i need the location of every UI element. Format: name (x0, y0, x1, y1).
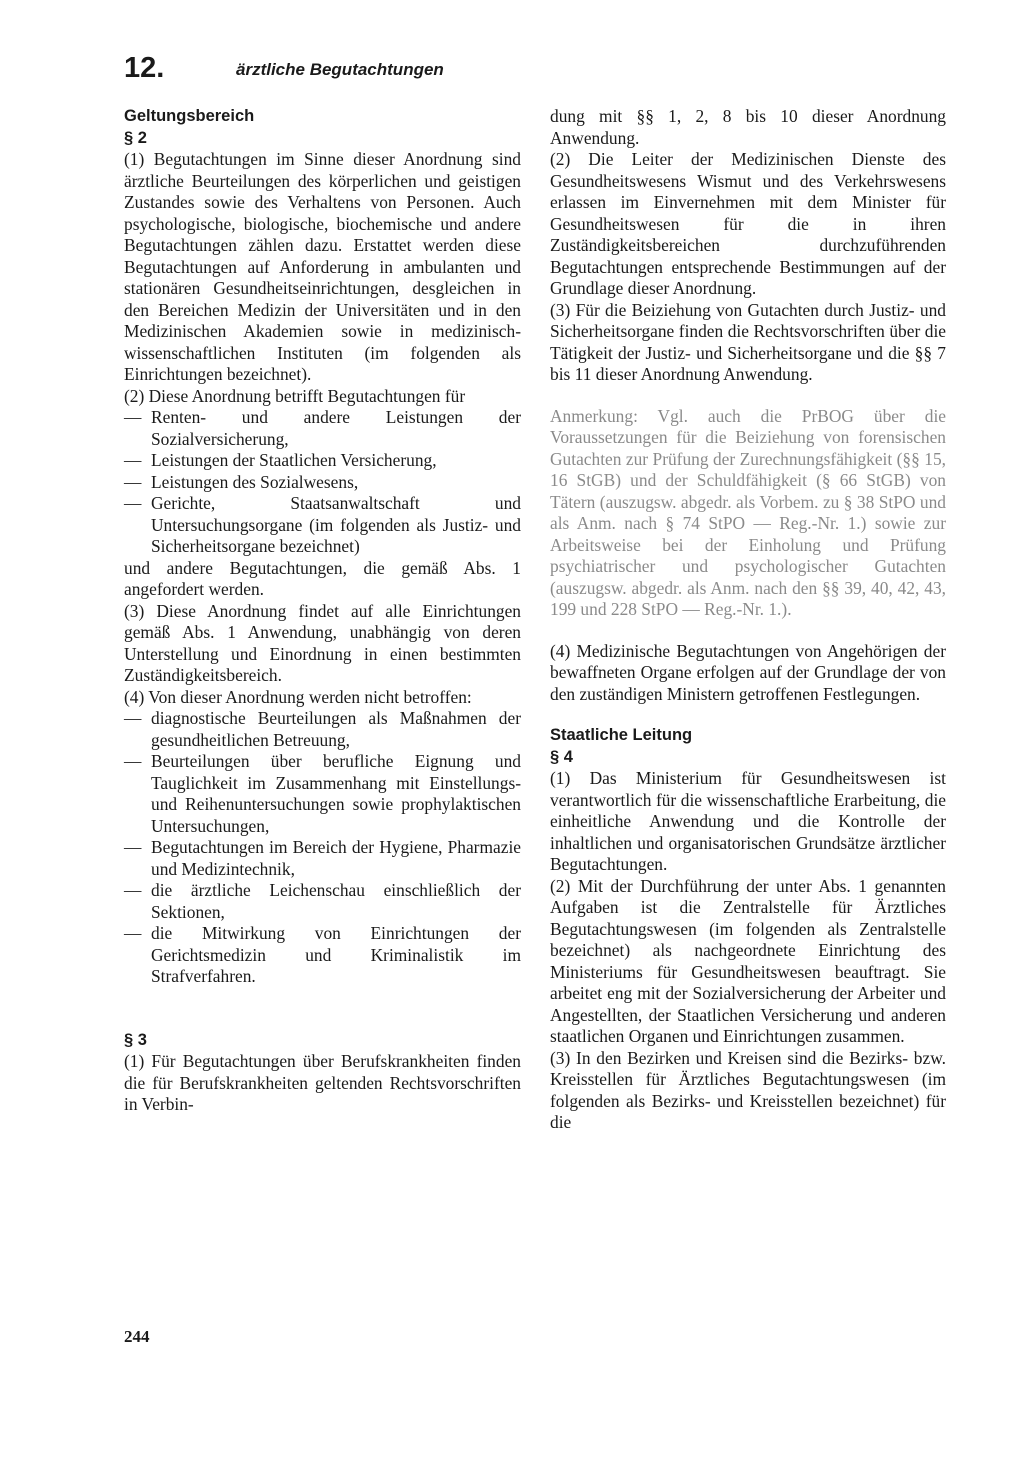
section-4-para-2: (2) Mit der Durchführung der unter Abs. 1 genannten Aufgaben ist die Zentralstelle für Ärztliches Begutachtungswesen (im folgenden als Zentralstelle bezeichnet) als nachgeordnete Einrichtung des Ministeriums für Gesundheitswesen beauftragt. Sie arbeitet eng mit der Sozialversicherung der Arbeiter und Angestellten, der Staatlichen Versicherung und anderen staatlichen Organen und Einrichtungen zusammen. (550, 875, 946, 1046)
section-4-para-3: (3) In den Bezirken und Kreisen sind die Bezirks- bzw. Kreisstellen für Ärztliches Begutachtungswesen (im folgenden als Bezirks- und Kreisstellen bezeichnet) für die (550, 1047, 946, 1132)
list-item: — Gerichte, Staatsanwaltschaft und Untersuchungsorgane (im folgenden als Justiz- und Sicherheitsorgane bezeichnet) (124, 493, 521, 558)
section-2-para-1: (1) Begutachtungen im Sinne dieser Anordnung sind ärztliche Beurteilungen des körperlichen und geistigen Zustandes sowie des Verhaltens von Personen. Auch psychologische, biologische, biochemische und andere Begutachtungen zählen dazu. Erstattet werden diese Begutachtungen auf Anforderung in ambulanten und stationären Gesundheitseinrichtungen, desgleichen in den Bereichen Medizin der Universitäten und in den Medizinischen Akademien sowie in medizinisch-wissenschaftlichen Instituten (im folgenden als Einrichtungen bezeichnet). (124, 149, 521, 384)
page-number: 244 (124, 1327, 150, 1346)
section-2-para-4-intro: (4) Von dieser Anordnung werden nicht betroffen: (124, 686, 472, 707)
spacer (550, 705, 946, 725)
section-3-para-4: (4) Medizinische Begutachtungen von Angehörigen der bewaffneten Organe erfolgen auf der Grundlage der von den zuständigen Ministern getroffenen Festlegungen. (550, 640, 946, 704)
section-3-para-1-start: (1) Für Begutachtungen über Berufskrankheiten finden die für Berufskrankheiten geltenden Rechtsvorschriften in Verbin- (124, 1051, 521, 1114)
section-2-para-2-list (124, 407, 521, 558)
section-3-para-2: (2) Die Leiter der Medizinischen Dienste des Gesundheitswesens Wismut und des Verkehrswesens erlassen im Einvernehmen mit dem Minister für Gesundheitswesen für die in ihren Zuständigkeitsbereichen durchzuführenden Begutachtungen entsprechende Bestimmungen auf der Grundlage dieser Anordnung. (550, 149, 946, 298)
spacer (550, 386, 946, 406)
section-2-para-2-intro: (2) Diese Anordnung betrifft Begutachtungen für (124, 385, 466, 406)
section-3-label: § 3 (124, 1030, 147, 1049)
list-item: — Beurteilungen über berufliche Eignung und Tauglichkeit im Zusammenhang mit Einstellungs- und Reihenuntersuchungen sowie prophylaktischen Untersuchungen, (124, 751, 521, 837)
section-4-para-1: (1) Das Ministerium für Gesundheitswesen ist verantwortlich für die wissenschaftliche Erarbeitung, die einheitliche Anwendung und die Kontrolle der inhaltlichen und organisatorischen Grundsätze ärztlicher Begutachtungen. (550, 768, 946, 874)
section-2-para-3: (3) Diese Anordnung findet auf alle Einrichtungen gemäß Abs. 1 Anwendung, unabhängig von deren Unterstellung und Einordnung in einen bestimmten Zuständigkeitsbereich. (124, 600, 521, 685)
list-item: — die ärztliche Leichenschau einschließlich der Sektionen, (124, 880, 521, 923)
list-item: — Renten- und andere Leistungen der Sozialversicherung, (124, 407, 521, 450)
section-4-label: § 4 (550, 747, 573, 766)
spacer (550, 621, 946, 641)
section-2-label: § 2 (124, 128, 147, 147)
section-3-para-3: (3) Für die Beiziehung von Gutachten durch Justiz- und Sicherheitsorgane finden die Rechtsvorschriften über die Tätigkeit der Justiz- und Sicherheitsorgane und die §§ 7 bis 11 dieser Anordnung Anwendung. (550, 299, 946, 384)
section-2-para-4-list (124, 708, 521, 988)
spacer (124, 988, 521, 1030)
list-item: — die Mitwirkung von Einrichtungen der Gerichtsmedizin und Kriminalistik im Strafverfahren. (124, 923, 521, 988)
section-2-para-2-outro: und andere Begutachtungen, die gemäß Abs. 1 angefordert werden. (124, 557, 521, 599)
annotation-note: Anmerkung: Vgl. auch die PrBOG über die Voraussetzungen für die Beiziehung von forensischen Gutachten zur Prüfung der Zurechnungsfähigkeit (§§ 15, 16 StGB) und der Schuldfähigkeit (§ 66 StGB) von Tätern (auszugsw. abgedr. als Vorbem. zu § 38 StPO und als Anm. nach § 74 StPO — Reg.-Nr. 1.) sowie zur Arbeitsweise bei der Einholung und Prüfung psychiatrischer und psychologischer Gutachten (auszugsw. abgedr. als Anm. nach den §§ 39, 40, 42, 43, 199 und 228 StPO — Reg.-Nr. 1.). (550, 405, 946, 619)
left-column (124, 106, 521, 1116)
right-column (550, 106, 946, 1134)
chapter-number: 12. (124, 52, 165, 84)
running-title: ärztliche Begutachtungen (236, 60, 444, 79)
list-item: — Leistungen der Staatlichen Versicherung, (124, 450, 521, 472)
page-header (124, 52, 524, 92)
list-item: — diagnostische Beurteilungen als Maßnahmen der gesundheitlichen Betreuung, (124, 708, 521, 751)
list-item: — Begutachtungen im Bereich der Hygiene, Pharmazie und Medizintechnik, (124, 837, 521, 880)
heading-geltungsbereich: Geltungsbereich (124, 107, 255, 125)
heading-staatliche-leitung: Staatliche Leitung (550, 726, 693, 744)
list-item: — Leistungen des Sozialwesens, (124, 472, 521, 494)
section-3-para-1-end: dung mit §§ 1, 2, 8 bis 10 dieser Anordnung Anwendung. (550, 106, 946, 148)
